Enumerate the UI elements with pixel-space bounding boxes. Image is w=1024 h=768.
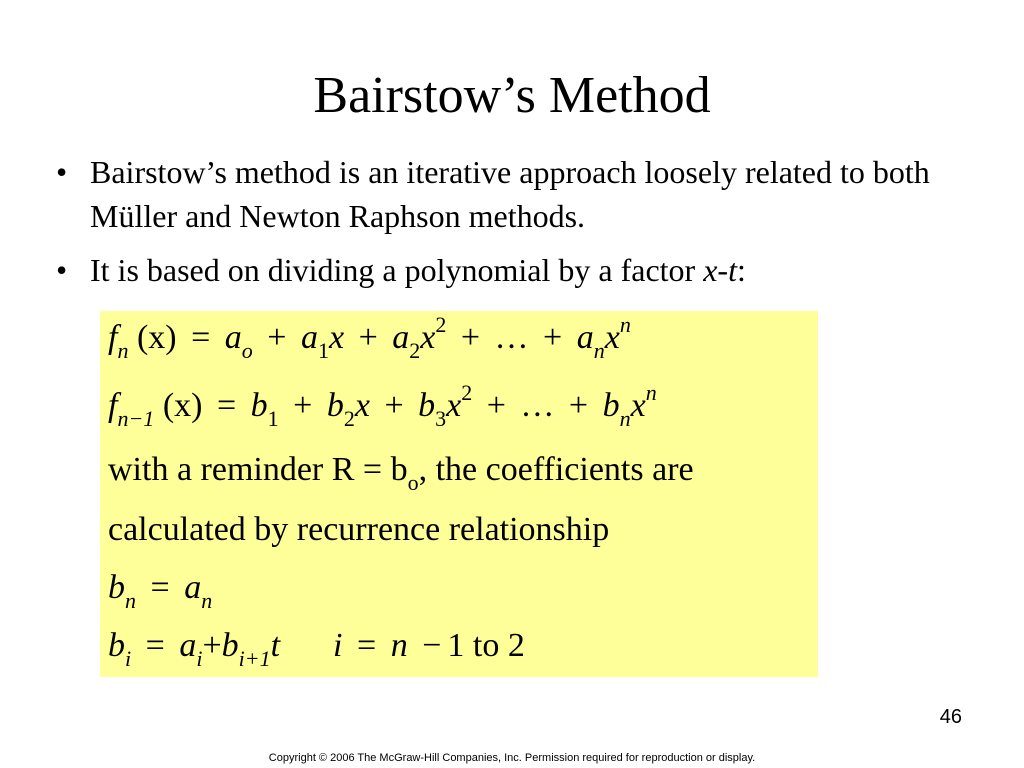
bullet-text-end: :: [736, 252, 746, 288]
eq-subscript: n: [201, 588, 213, 613]
eq-operator: +: [267, 319, 287, 356]
eq-subscript: 1: [267, 406, 279, 431]
eq-subscript: n: [593, 338, 605, 363]
slide-title: Bairstow’s Method: [313, 67, 711, 124]
eq-symbol: b: [221, 627, 239, 664]
eq-symbol: a: [224, 319, 242, 356]
eq-operator: +: [358, 319, 378, 356]
equation-text-remainder: [108, 451, 694, 495]
eq-number: 1: [447, 627, 465, 664]
eq-operator: +: [384, 387, 404, 424]
eq-number: 2: [507, 627, 525, 664]
eq-exponent: 2: [461, 380, 473, 405]
eq-symbol: b: [326, 387, 344, 424]
eq-ellipsis: …: [494, 319, 529, 356]
eq-operator: +: [486, 387, 506, 424]
eq-operator: −: [422, 627, 442, 664]
eq-symbol: b: [108, 627, 125, 664]
eq-symbol: n: [390, 627, 408, 664]
bullet-item-1: [56, 150, 976, 238]
eq-symbol: t: [270, 627, 281, 664]
eq-operator: =: [191, 319, 211, 356]
eq-symbol: x: [420, 319, 436, 356]
eq-operator: +: [202, 627, 222, 664]
eq-subscript: 2: [409, 338, 421, 363]
bullet-text: Bairstow’s method is an iterative approach loosely related to both Müller and Newton Raphson methods.: [90, 154, 930, 234]
eq-subscript: o: [241, 338, 253, 363]
eq-operator: +: [543, 319, 563, 356]
eq-symbol: a: [392, 319, 410, 356]
equation-box: [100, 311, 818, 677]
eq-subscript: 1: [317, 338, 329, 363]
eq-symbol: b: [418, 387, 436, 424]
eq-subscript: n−1: [117, 406, 155, 431]
eq-subscript: n: [117, 338, 129, 363]
eq-subscript: 2: [343, 406, 355, 431]
eq-arg: (x): [162, 387, 203, 424]
eq-exponent: 2: [435, 312, 447, 337]
equation-polynomial: [108, 312, 631, 363]
equation-bi: [108, 627, 525, 671]
eq-symbol: i: [333, 627, 343, 664]
eq-arg: (x): [136, 319, 177, 356]
eq-symbol: b: [602, 387, 620, 424]
eq-operator: +: [293, 387, 313, 424]
eq-subscript: n: [125, 588, 136, 613]
eq-text: with a reminder R = b: [108, 451, 408, 488]
equation-bn: [108, 569, 213, 613]
eq-subscript: i: [196, 646, 203, 671]
eq-subscript: i: [125, 646, 132, 671]
eq-symbol: b: [108, 569, 125, 606]
eq-symbol: a: [184, 569, 202, 606]
eq-operator: +: [460, 319, 481, 356]
copyright-footer: Copyright © 2006 The McGraw-Hill Companies, Inc. Permission required for reproduction or display.: [268, 752, 756, 764]
eq-subscript: 3: [435, 406, 447, 431]
eq-subscript: i+1: [238, 646, 271, 671]
bullet-math: x-t: [703, 252, 737, 288]
bullet-icon: •: [56, 252, 68, 288]
equation-text-recurrence: calculated by recurrence relationship: [108, 511, 610, 548]
equation-quotient: [108, 380, 657, 431]
eq-subscript: n: [619, 406, 631, 431]
bullet-item-2: [56, 248, 976, 292]
eq-operator: +: [568, 387, 589, 424]
eq-symbol: x: [446, 387, 462, 424]
eq-symbol: x: [630, 387, 646, 424]
eq-symbol: a: [300, 319, 318, 356]
page-number: 46: [939, 706, 962, 728]
eq-symbol: f: [108, 387, 118, 424]
eq-text: to: [472, 627, 500, 664]
eq-symbol: b: [250, 387, 268, 424]
eq-operator: =: [145, 627, 165, 664]
bullet-list: [56, 150, 976, 302]
eq-symbol: a: [576, 319, 594, 356]
eq-exponent: n: [645, 380, 657, 405]
eq-symbol: x: [354, 387, 370, 424]
eq-operator: =: [216, 387, 237, 424]
bullet-icon: •: [56, 154, 68, 190]
eq-operator: =: [150, 569, 170, 606]
eq-symbol: f: [108, 319, 118, 356]
eq-text: , the coefficients are: [418, 451, 694, 488]
eq-symbol: x: [604, 319, 620, 356]
eq-operator: =: [357, 627, 377, 664]
eq-subscript: o: [407, 470, 419, 495]
bullet-text: It is based on dividing a polynomial by a factor: [90, 252, 704, 288]
eq-symbol: a: [179, 627, 197, 664]
eq-ellipsis: …: [520, 387, 555, 424]
eq-exponent: n: [619, 312, 631, 337]
eq-symbol: x: [328, 319, 345, 356]
